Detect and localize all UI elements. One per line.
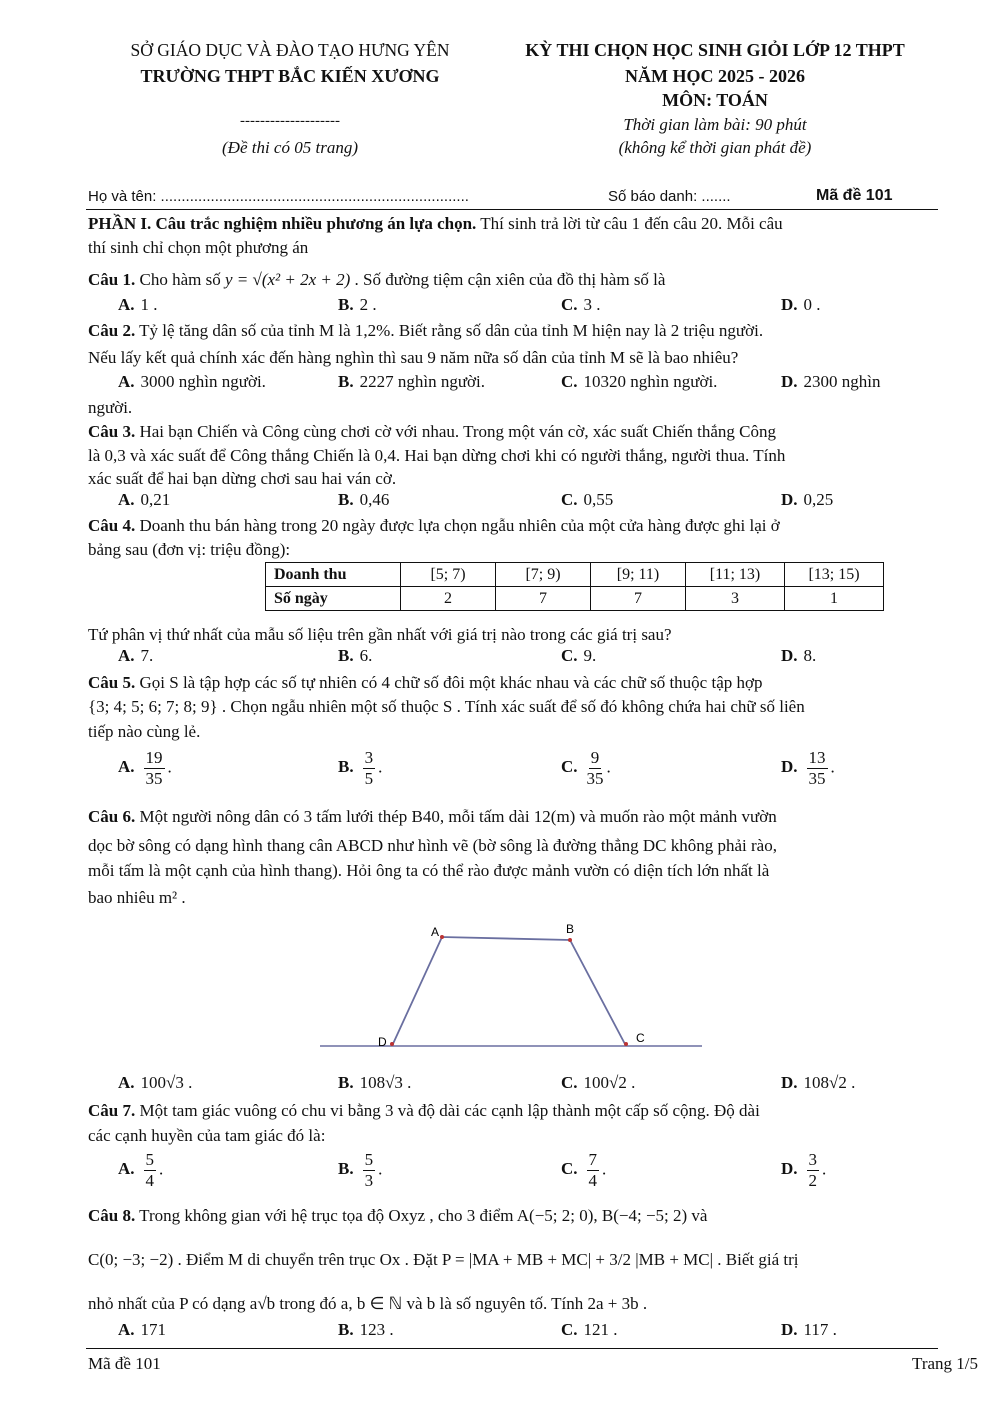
- exam-time: Thời gian làm bài: 90 phút: [623, 115, 807, 134]
- q6-option-c[interactable]: C. 100√2 .: [561, 1073, 636, 1092]
- fraction: $\frac{13}{35}$: [808, 748, 826, 788]
- fraction: $\frac{3}{5}$: [364, 748, 374, 788]
- q5-option-d[interactable]: D. $\frac{13}{35}$ .: [781, 748, 835, 788]
- fraction: $\frac{3}{2}$: [808, 1150, 818, 1190]
- question-3-line-2: là 0,3 và xác suất để Công thắng Chiến là 0,4. Hai bạn dừng chơi khi có người thắng, người thua. Tính: [88, 446, 786, 465]
- q6-option-b[interactable]: B. 108√3 .: [338, 1073, 412, 1092]
- fraction: $\frac{7}{4}$: [588, 1150, 598, 1190]
- question-3: Câu 3. Hai bạn Chiến và Công cùng chơi cờ với nhau. Trong một ván cờ, xác suất Chiến thắng Công: [88, 422, 777, 441]
- pages-note: (Đề thi có 05 trang): [222, 138, 358, 157]
- question-4-line-2: bảng sau (đơn vị: triệu đồng):: [88, 540, 291, 559]
- header-rule: [86, 209, 938, 210]
- footer-rule: [86, 1348, 938, 1349]
- table-cell: 1: [785, 587, 884, 611]
- label-b: B: [566, 922, 575, 936]
- q3-option-b[interactable]: B. 0,46: [338, 490, 390, 509]
- q1-option-b[interactable]: B. 2 .: [338, 295, 377, 314]
- question-8-line-2: C(0; −3; −2) . Điểm M di chuyển trên trục Ox . Đặt P = |MA + MB + MC| + 3/2 |MB + MC| . Biết giá trị: [88, 1250, 799, 1269]
- table-cell: Số ngày: [266, 587, 401, 611]
- question-2: Câu 2. Tỷ lệ tăng dân số của tỉnh M là 1,2%. Biết rằng số dân của tỉnh M hiện nay là 2 triệu người.: [88, 321, 764, 340]
- revenue-table: [265, 562, 884, 611]
- exam-time-note: (không kể thời gian phát đề): [618, 138, 812, 157]
- table-cell: 7: [591, 587, 686, 611]
- question-5-line-3: tiếp nào cùng lẻ.: [88, 722, 201, 741]
- q4-option-a[interactable]: A. 7.: [118, 646, 154, 665]
- exam-title: KỲ THI CHỌN HỌC SINH GIỎI LỚP 12 THPT: [525, 40, 905, 60]
- part1-heading: PHẦN I. Câu trắc nghiệm nhiều phương án lựa chọn. Thí sinh trả lời từ câu 1 đến câu 20. Mỗi câu: [88, 214, 783, 233]
- question-3-line-3: xác suất để hai bạn dừng chơi sau hai ván cờ.: [88, 469, 397, 488]
- q1-option-a[interactable]: A. 1 .: [118, 295, 158, 314]
- question-4: Câu 4. Doanh thu bán hàng trong 20 ngày được lựa chọn ngẫu nhiên của một cửa hàng được ghi lại ở: [88, 516, 780, 535]
- question-6-line-3: mỗi tấm là một cạnh của hình thang). Hỏi ông ta có thể rào được mảnh vườn có diện tích lớn nhất là: [88, 861, 770, 880]
- q3-option-c[interactable]: C. 0,55: [561, 490, 614, 509]
- question-8-line-3: nhỏ nhất của P có dạng a√b trong đó a, b ∈ ℕ và b là số nguyên tố. Tính 2a + 3b .: [88, 1294, 648, 1313]
- question-5: Câu 5. Gọi S là tập hợp các số tự nhiên có 4 chữ số đôi một khác nhau và các chữ số thuộc tập hợp: [88, 673, 763, 692]
- label-c: C: [636, 1031, 645, 1045]
- table-cell: 3: [686, 587, 785, 611]
- point-c: [624, 1042, 628, 1046]
- fraction: $\frac{5}{3}$: [364, 1150, 374, 1190]
- q1-option-c[interactable]: C. 3 .: [561, 295, 601, 314]
- question-4-prompt: Tứ phân vị thứ nhất của mẫu số liệu trên gần nhất với giá trị nào trong các giá trị sau?: [88, 625, 672, 644]
- department-name: SỞ GIÁO DỤC VÀ ĐÀO TẠO HƯNG YÊN: [130, 40, 450, 60]
- q2-option-b[interactable]: B. 2227 nghìn người.: [338, 372, 485, 391]
- school-year: NĂM HỌC 2025 - 2026: [625, 66, 805, 86]
- question-7: Câu 7. Một tam giác vuông có chu vi bằng 3 và độ dài các cạnh lập thành một cấp số cộng. Độ dài: [88, 1101, 760, 1120]
- subject: MÔN: TOÁN: [662, 90, 768, 110]
- q1-option-d[interactable]: D. 0 .: [781, 295, 821, 314]
- fraction: $\frac{19}{35}$: [145, 748, 163, 788]
- q3-option-a[interactable]: A. 0,21: [118, 490, 171, 509]
- student-id-field: Số báo danh: .......: [608, 188, 731, 205]
- q7-option-c[interactable]: C. $\frac{7}{4}$ .: [561, 1150, 607, 1190]
- table-cell: [11; 13): [686, 563, 785, 587]
- part1-desc: thí sinh chỉ chọn một phương án: [88, 238, 309, 257]
- table-cell: 2: [401, 587, 496, 611]
- question-1: Câu 1. Cho hàm số y = √(x² + 2x + 2) . Số đường tiệm cận xiên của đồ thị hàm số là: [88, 270, 666, 289]
- table-row: [266, 587, 884, 611]
- question-6-line-2: dọc bờ sông có dạng hình thang cân ABCD như hình vẽ (bờ sông là đường thẳng DC không phải rào,: [88, 836, 777, 855]
- q7-option-d[interactable]: D. $\frac{3}{2}$ .: [781, 1150, 827, 1190]
- page-number: Trang 1/5: [912, 1354, 978, 1373]
- q5-option-c[interactable]: C. $\frac{9}{35}$ .: [561, 748, 611, 788]
- q8-option-b[interactable]: B. 123 .: [338, 1320, 394, 1339]
- table-row: [266, 563, 884, 587]
- table-cell: Doanh thu: [266, 563, 401, 587]
- label-d: D: [378, 1035, 387, 1049]
- student-name-field: Họ và tên: ..........................................................................: [88, 188, 469, 205]
- table-cell: [13; 15): [785, 563, 884, 587]
- q3-option-d[interactable]: D. 0,25: [781, 490, 834, 509]
- q2-option-c[interactable]: C. 10320 nghìn người.: [561, 372, 718, 391]
- q4-option-b[interactable]: B. 6.: [338, 646, 373, 665]
- table-cell: [5; 7): [401, 563, 496, 587]
- question-6-line-4: bao nhiêu m² .: [88, 888, 186, 907]
- fraction: $\frac{9}{35}$: [586, 748, 604, 788]
- point-a: [440, 935, 444, 939]
- q4-option-c[interactable]: C. 9.: [561, 646, 597, 665]
- school-name: TRƯỜNG THPT BẮC KIẾN XƯƠNG: [140, 66, 440, 86]
- q8-option-a[interactable]: A. 171: [118, 1320, 167, 1339]
- table-cell: 7: [496, 587, 591, 611]
- trapezoid-figure: [320, 920, 710, 1060]
- q8-option-d[interactable]: D. 117 .: [781, 1320, 837, 1339]
- table-cell: [9; 11): [591, 563, 686, 587]
- q7-option-b[interactable]: B. $\frac{5}{3}$ .: [338, 1150, 383, 1190]
- q2-option-a[interactable]: A. 3000 nghìn người.: [118, 372, 266, 391]
- table-cell: [7; 9): [496, 563, 591, 587]
- q6-option-d[interactable]: D. 108√2 .: [781, 1073, 856, 1092]
- q5-option-a[interactable]: A. $\frac{19}{35}$ .: [118, 748, 172, 788]
- q7-option-a[interactable]: A. $\frac{5}{4}$ .: [118, 1150, 164, 1190]
- q8-option-c[interactable]: C. 121 .: [561, 1320, 618, 1339]
- q2-option-d-wrap: người.: [88, 398, 133, 417]
- q5-option-b[interactable]: B. $\frac{3}{5}$ .: [338, 748, 383, 788]
- question-7-line-2: các cạnh huyền của tam giác đó là:: [88, 1126, 326, 1145]
- point-d: [390, 1042, 394, 1046]
- point-b: [568, 938, 572, 942]
- q6-option-a[interactable]: A. 100√3 .: [118, 1073, 193, 1092]
- footer-exam-code: Mã đề 101: [88, 1354, 161, 1373]
- q2-option-d[interactable]: D. 2300 nghìn: [781, 372, 881, 391]
- header-dashes: --------------------: [240, 113, 340, 129]
- q4-option-d[interactable]: D. 8.: [781, 646, 817, 665]
- trapezoid-sides: [392, 937, 626, 1046]
- fraction: $\frac{5}{4}$: [145, 1150, 155, 1190]
- question-2-line-2: Nếu lấy kết quả chính xác đến hàng nghìn thì sau 9 năm nữa số dân của tỉnh M sẽ là bao nhiêu?: [88, 348, 739, 367]
- question-8: Câu 8. Trong không gian với hệ trục tọa độ Oxyz , cho 3 điểm A(−5; 2; 0), B(−4; −5; 2) và: [88, 1206, 708, 1225]
- exam-code: Mã đề 101: [816, 187, 893, 204]
- question-5-line-2: {3; 4; 5; 6; 7; 8; 9} . Chọn ngẫu nhiên một số thuộc S . Tính xác suất để số đó không chứa hai chữ số liên: [88, 697, 805, 716]
- label-a: A: [431, 925, 440, 939]
- question-6: Câu 6. Một người nông dân có 3 tấm lưới thép B40, mỗi tấm dài 12(m) và muốn rào một mảnh vườn: [88, 807, 777, 826]
